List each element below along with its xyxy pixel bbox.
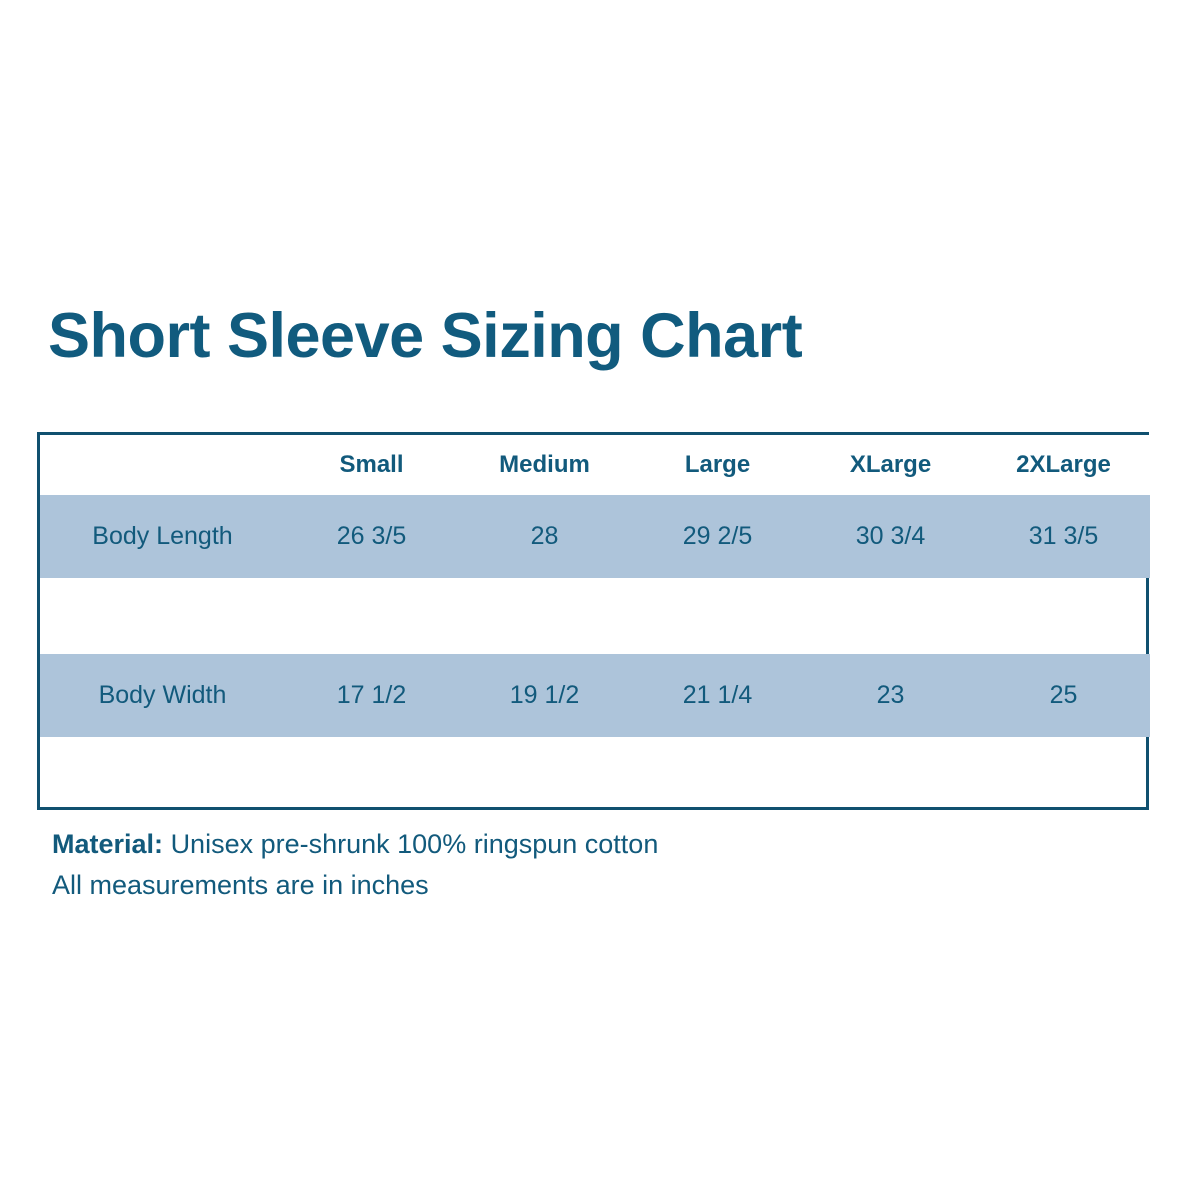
column-header-2xlarge: 2XLarge [977,435,1150,495]
cell-body-width-small: 17 1/2 [285,654,458,737]
cell-body-width-xlarge: 23 [804,654,977,737]
row-label-body-length: Body Length [40,495,285,578]
cell-body-length-2xlarge: 31 3/5 [977,495,1150,578]
footnote-material-label: Material: [52,829,164,859]
column-header-large: Large [631,435,804,495]
spacer-cell [977,737,1150,813]
table-spacer-row [40,737,1150,813]
spacer-cell [977,578,1150,654]
table-row [40,495,1150,578]
footnotes [52,824,658,906]
table-spacer-row [40,578,1150,654]
cell-body-width-2xlarge: 25 [977,654,1150,737]
cell-body-width-large: 21 1/4 [631,654,804,737]
table-row [40,654,1150,737]
spacer-cell [804,578,977,654]
cell-body-length-small: 26 3/5 [285,495,458,578]
cell-body-width-medium: 19 1/2 [458,654,631,737]
spacer-cell [285,737,458,813]
spacer-cell [458,578,631,654]
column-header-medium: Medium [458,435,631,495]
spacer-cell [458,737,631,813]
column-header-blank [40,435,285,495]
spacer-cell [804,737,977,813]
footnote-units: All measurements are in inches [52,870,429,900]
row-label-body-width: Body Width [40,654,285,737]
page-title: Short Sleeve Sizing Chart [48,301,803,371]
spacer-cell [285,578,458,654]
cell-body-length-large: 29 2/5 [631,495,804,578]
spacer-cell [40,578,285,654]
spacer-cell [631,578,804,654]
cell-body-length-xlarge: 30 3/4 [804,495,977,578]
column-header-xlarge: XLarge [804,435,977,495]
spacer-cell [40,737,285,813]
footnote-material [52,824,658,865]
footnote-material-text: Unisex pre-shrunk 100% ringspun cotton [170,829,659,859]
cell-body-length-medium: 28 [458,495,631,578]
column-header-small: Small [285,435,458,495]
spacer-cell [631,737,804,813]
sizing-table [40,435,1150,813]
table-header-row [40,435,1150,495]
sizing-table-container [37,432,1149,810]
